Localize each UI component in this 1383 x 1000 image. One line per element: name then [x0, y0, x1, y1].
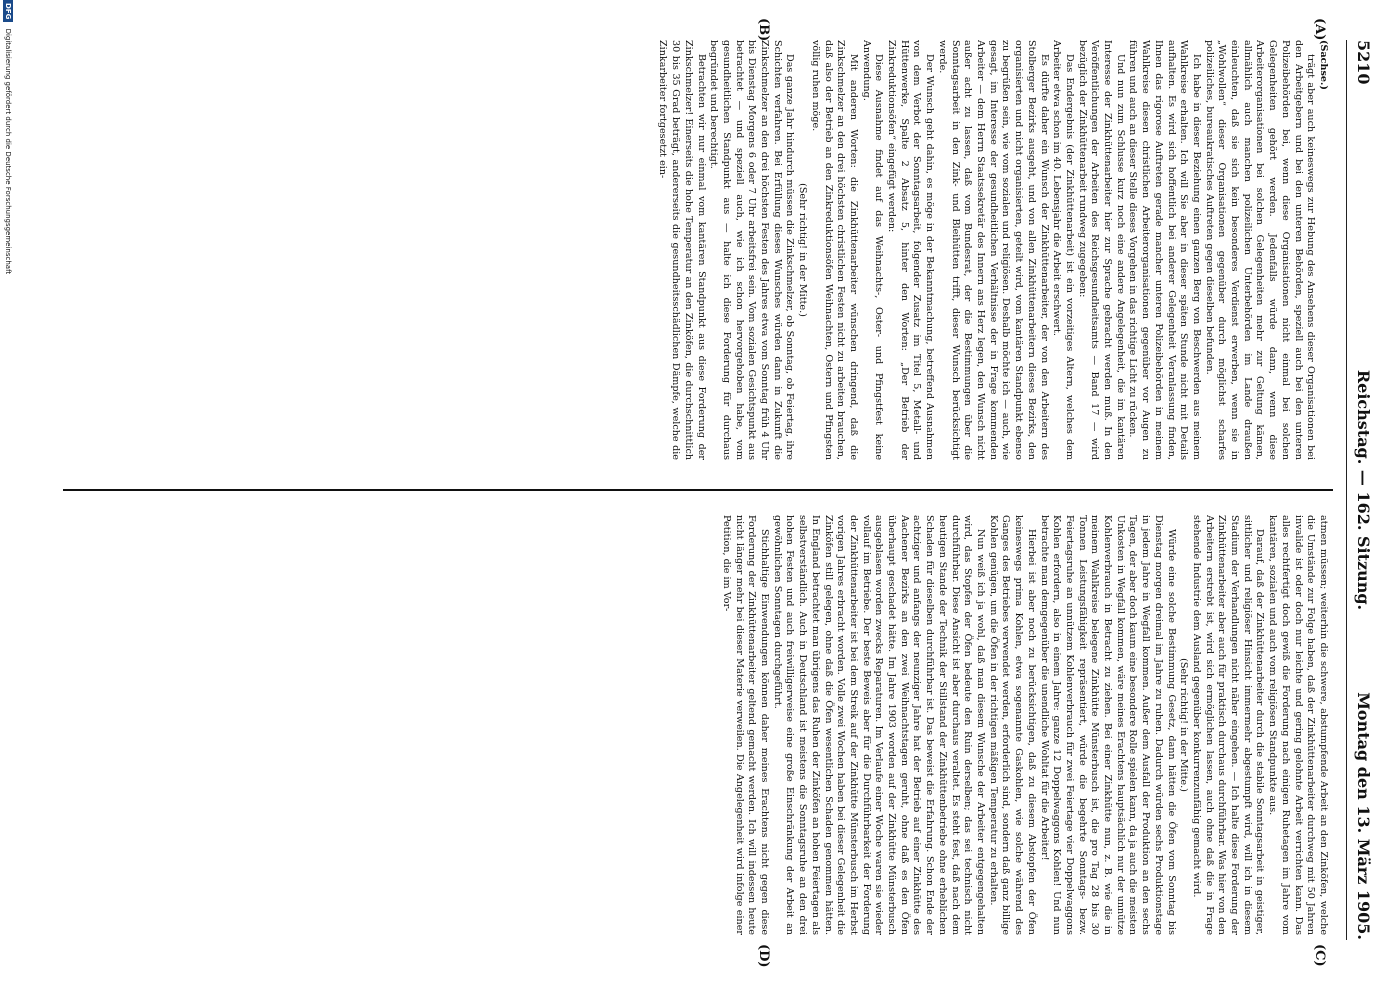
margin-letter-b: (B) — [756, 18, 771, 42]
margin-letter-d: (D) — [756, 944, 771, 968]
paragraph: Nun weiß ich ja wohl, daß man diesem Wunsche der Arbeiter entgegengehalten wird, das Stopfen der Öfen bedeute den Ruin derselben; das sei technisch nicht durchführbar. Diese Ansicht ist aber durchaus veraltet. Es steht fest, daß nach dem heutigen Stande der Technik der Stillstand der Zinkhüttenbetriebe ohne erheblichen Schaden für dieselben durchführbar ist. Das beweist die Erfahrung. Schon Ende der achtziger und anfangs der neunziger Jahre hat der Betrieb auf einer Zinkhütte des Aachener Bezirks an den zwei Weihnachtstagen geruht, ohne daß es den Öfen überhaupt geschadet hätte. Im Jahre 1903 worden auf der Zinkhütte Münsterbusch ausgeblasen worden zwecks Reparaturen. Im Verlaufe einer Woche waren sie wieder vollauf im Betriebe. Der beste Beweis aber für die Durchführbarkeit der Forderung der Zinkhüttenarbeiter ist bei dem Streik auf der Zinkhütte Münsterbusch im Herbst vorigen Jahres erbracht worden. Volle zwei Wochen haben bei dieser Gelegenheit die Zinköfen still gelegen, ohne daß die Öfen wesentlichen Schaden genommen hätten. In England betrachtet man übrigens das Ruhen der Zinköfen an hohen Feiertagen als selbstverständlich. Auch in Deutschland ist meistens die Sonntagsruhe an den drei hohen Festen und auch freiwilligerweise eine große Einschränkung der Arbeit an gewöhnlichen Sonntagen durchgeführt. — [771, 515, 987, 935]
margin-letter-c: (C) — [1312, 944, 1327, 967]
left-column — [69, 40, 1329, 460]
paragraph: Betrachten wir nur einmal vom kantären Standpunkt aus diese Forderung der Zinkschmelzer! Einerseits die hohe Temperatur an den Zinköfen, die durchschnittlich 30 bis 35 Grad beträgt, andererseits die gesundheitsschädlichen Dämpfe, welche die Zinkarbeiter fortgesetzt ein- — [657, 40, 707, 460]
paragraph: Der Wunsch geht dahin, es möge in der Bekanntmachung, betreffend Ausnahmen von dem Verbot der Sonntagsarbeit, folgender Zusatz im Titel 5, Metall- und Hüttenwerke, Spalte 2 Absatz 5, hinter den Worten: „Der Betrieb der Zinkreduktionsöfen“ eingefügt werden: — [886, 40, 936, 460]
page-number: 5210 — [1354, 40, 1373, 85]
footer-text: Digitalisierung gefördert durch die Deutsche Forschungsgemeinschaft — [4, 28, 12, 275]
paragraph: Hierbei ist aber noch zu berücksichtigen, daß zu diesem Abstopfen der Öfen keineswegs prima Kohlen, etwa sogenannte Gaskohlen, wie solche während des Ganges des Betriebes verwendet werden, erforderlich sind, sondern daß ganz billige Kohlen genügen, um die Öfen in der richtigen mäßigen Temperatur zu erhalten. — [987, 515, 1037, 935]
margin-letter-a: (A) — [1312, 18, 1327, 41]
page-header — [1349, 40, 1373, 940]
speaker-name: (Sachse.) — [1318, 40, 1329, 90]
paragraph: Mit anderen Worten: die Zinkhüttenarbeiter wünschen dringend, daß die Zinkschmelzer an den drei höchsten christlichen Festen nicht zu arbeiten brauchen, daß also der Betrieb an den Zinkreduktionsöfen Weihnachten, Ostern und Pfingsten völlig ruhen möge. — [809, 40, 859, 460]
paragraph: Das Endergebnis (der Zinkhüttenarbeit) ist ein vorzeitiges Altern, welches dem Arbeiter etwa schon im 40. Lebensjahr die Arbeit erschwert. — [1051, 40, 1075, 460]
paragraph: Ich habe in dieser Beziehung einen ganzen Berg von Beschwerden aus meinem Wahlkreise erhalten. Ich will Sie aber in dieser späten Stunde nicht mit Details aufhalten. Es wird sich hoffentlich bei anderer Gelegenheit Veranlassung finden, Ihnen das rigorose Auftreten gerade mancher unteren Polizeibehörden in meinem Wahlkreise diesen christlichen Arbeiterorganisationen gegenüber vor Augen zu führen und auch an dieser Stelle dieses Vorgehen in das richtige Licht zu rücken. — [1127, 40, 1202, 460]
header-title: Reichstag. — 162. Sitzung. — [1354, 369, 1373, 611]
footer — [1, 0, 13, 1000]
paragraph: Diese Ausnahme findet auf das Weihnachts-, Oster- und Pfingstfest keine Anwendung. — [860, 40, 885, 460]
paragraph: Es dürfte daher ein Wunsch der Zinkhüttenarbeiter, der von den Arbeitern des Stolberger Bezirks ausgeht, und von allen Zinkhüttenarbeitern dieses Bezirks, den organisierten und nicht organisierten, geteilt wird, vom kantären Standpunkt ebenso zu begrüßen sein, wie vom sozialen und religiösen. Deshalb möchte ich — auch, wie gesagt, im Interesse der gesundheitlichen Verhältnisse der in Frage kommenden Arbeiter — dem Herrn Staatssekretär des Innern ans Herz legen, den Wunsch nicht außer acht zu lassen, daß vom Bundesrat, der die Bestimmungen über die Sonntagsarbeit in den Zink- und Bleihütten trifft, dieser Wunsch berücksichtigt werde. — [936, 40, 1050, 460]
header-date: Montag den 13. März 1905. — [1354, 692, 1373, 940]
header-rule — [1346, 40, 1347, 940]
right-column — [69, 515, 1329, 935]
column-divider — [63, 489, 1333, 491]
paragraph: Das ganze Jahr hindurch müssen die Zinkschmelzer, ob Sonntag, ob Feiertag, ihre Schichten verfahren. Bei Erfüllung dieses Wunsches würden dann in Zukunft die Zinkschmelzer an den drei höchsten Festen des Jahres etwa vom Sonntag früh 4 Uhr bis Dienstag Morgens 6 oder 7 Uhr arbeitsfrei sein. Vom sozialen Gesichtspunkt aus betrachtet — und speziell auch, wie ich schon hervorgehoben habe, vom gesundheitlichen Standpunkt aus — halte ich diese Forderung für durchaus begründet und berechtigt. — [708, 40, 796, 460]
paragraph: atmen müssen; weiterhin die schwere, abstumpfende Arbeit an den Zinköfen, welche die Umstände zur Folge haben, daß der Zinkhüttenarbeiter durchweg mit 50 Jahren invalide ist oder doch nur leichte und gering gelohnte Arbeit verrichten kann. Das alles rechtfertigt doch gewiß die Forderung nach einigen Ruhetagen im Jahre vom kantären, sozialen und auch vom religiösen Standpunkte aus. — [1267, 515, 1329, 935]
paragraph: Darauf, daß der Zinkhüttenarbeiter durch die stabile Sonntagsarbeit in geistiger, sittlicher und religiöser Hinsicht immermehr abgestumpft wird, will ich in diesem Stadium der Verhandlungen nicht näher eingehen. — Ich halte diese Forderung der Zinkhüttenarbeiter aber auch für praktisch durchaus durchführbar. Was hier von den Arbeitern erstrebt ist, wird sich ermöglichen lassen, auch ohne daß die in Frage stehende Industrie dem Ausland gegenüber konkurrenzunfähig gemacht wird. — [1190, 515, 1266, 935]
interjection: (Sehr richtig! in der Mitte.) — [1178, 658, 1190, 792]
paragraph: Würde eine solche Bestimmung Gesetz, dann hätten die Öfen vom Sonntag bis Dienstag morgen dreimal im Jahre zu ruhen. Dadurch würden sechs Produktionstage in jedem Jahre in Wegfall kommen. Außer dem Ausfall der Produktion an den sechs Tagen, der aber doch kaum eine besondere Rolle spielen kann, da ja auch die meisten Unkosten in Wegfall kommen, wäre meines Erachtens hauptsächlich nur der unnütze Kohlenverbrauch in Betracht zu ziehen. Bei einer Zinkhütte nun, z. B. wie die in meinem Wahlkreise belegene Zinkhütte Münsterbusch ist, die pro Tag 28 bis 30 Tonnen Leistungsfähigkeit repräsentiert, würde die begehrte Sonntags- bezw. Feiertagsruhe an unnützem Kohlenverbrauch für zwei Feiertage vier Doppelwaggons Kohlen erfordern, also in einem Jahre: ganze 12 Doppelwaggons Kohlen! Und nun betrachte man demgegenüber die unendliche Wohltat für die Arbeiter! — [1038, 515, 1177, 935]
paragraph: Stichhaltige Einwendungen können daher meines Erachtens nicht gegen diese Forderung der Zinkhüttenarbeiter geltend gemacht werden. Ich will indessen heute nicht länger mehr bei dieser Materie verweilen. Die Angelegenheit wird infolge einer Petition, die im Vor- — [720, 515, 771, 935]
paragraph: Und nun zum Schlusse kurz noch eine andere Angelegenheit, die im kantären Interesse der Zinkhüttenarbeiter hier zur Sprache gebracht werden muß. In den Veröffentlichungen der Arbeiten des Reichsgesundheitsamts — Band 17 — wird bezüglich der Zinkhüttenarbeit rundweg zugegeben: — [1076, 40, 1126, 460]
interjection: (Sehr richtig! in der Mitte.) — [797, 183, 809, 317]
paragraph: trägt aber auch keineswegs zur Hebung des Ansehens dieser Organisationen bei den Arbeitgebern und bei den unteren Behörden, speziell auch bei den unteren Polizeibehörden bei, wenn diese Organisationen nicht einmal bei solchen Gelegenheiten gehört werden. Jedenfalls würde dann, wenn diese Arbeiterorganisationen bei solchen Gelegenheiten mehr zur Geltung kämen, allmählich auch manchen polizeilichen Unterbehörden im Lande draußen einleuchten, daß sie sich kein besonderes Verdienst erwerben, wenn sie in „Wohlwollen“ dieser Organisationen gegenüber durch möglichst scharfes polizeiliches, bureaukratisches Auftreten gegen dieselben befunden. — [1203, 40, 1317, 460]
dfg-logo: DFG — [3, 0, 13, 22]
